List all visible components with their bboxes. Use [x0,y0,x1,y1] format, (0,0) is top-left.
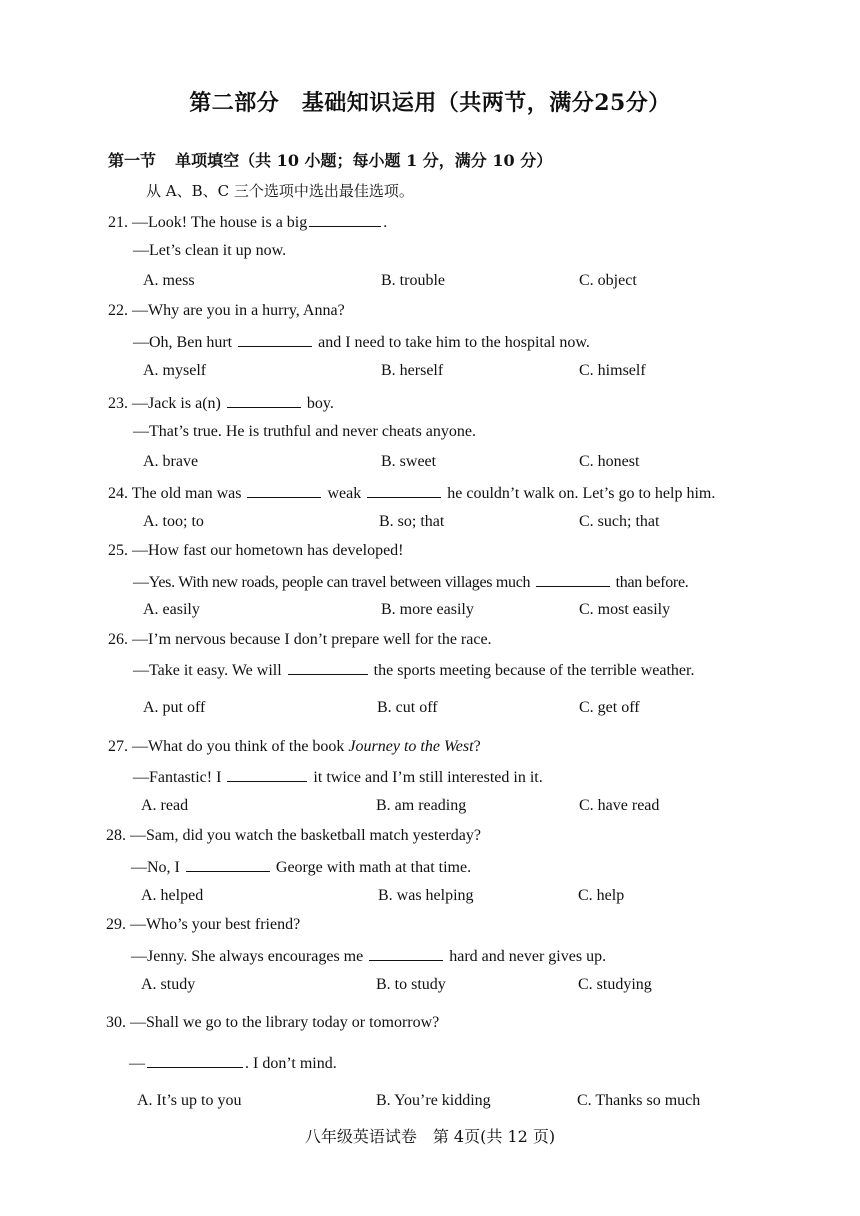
question-number: 21. [108,214,128,231]
question-26-line-2: —Take it easy. We will the sports meeting because of the terrible weather. [133,662,695,679]
question-number: 30. [106,1014,126,1031]
answer-blank [227,393,301,408]
answer-blank [238,332,312,347]
option-b: B. trouble [381,272,445,289]
question-number: 29. [106,916,126,933]
question-29-line-2: —Jenny. She always encourages me hard and never gives up. [131,948,607,965]
option-c: C. object [579,272,637,289]
answer-blank [309,212,381,227]
book-title: Journey to the West [348,738,474,755]
option-a: A. It’s up to you [137,1092,242,1109]
option-c: C. help [578,887,625,904]
option-a: A. study [141,976,196,993]
question-27-line-2: —Fantastic! I it twice and I’m still interested in it. [133,769,543,786]
question-21-line-1: 21. —Look! The house is a big . [108,214,388,231]
question-21-line-2: —Let’s clean it up now. [133,242,287,259]
option-b: B. am reading [376,797,467,814]
option-a: A. too; to [143,513,204,530]
section-instruction: 从 A、B、C 三个选项中选出最佳选项。 [146,182,414,200]
section-description: 单项填空（共 10 小题；每小题 1 分，满分 10 分） [175,151,553,170]
option-b: B. more easily [381,601,474,618]
question-28-line-2: —No, I George with math at that time. [131,859,472,876]
answer-blank [536,572,610,587]
question-number: 23. [108,395,128,412]
option-b: B. cut off [377,699,438,716]
option-b: B. was helping [378,887,474,904]
answer-blank [247,483,321,498]
option-c: C. Thanks so much [577,1092,701,1109]
answer-blank [227,767,307,782]
option-a: A. myself [143,362,207,379]
option-a: A. read [141,797,189,814]
option-a: A. put off [143,699,206,716]
option-b: B. so; that [379,513,445,530]
option-b: B. sweet [381,453,437,470]
question-number: 28. [106,827,126,844]
option-b: B. to study [376,976,446,993]
page-title: 第二部分 基础知识运用（共两节，满分25分） [189,90,671,116]
question-24-line-1: 24. The old man was weak he couldn’t walk on. Let’s go to help him. [108,485,716,502]
option-b: B. herself [381,362,444,379]
answer-blank [367,483,441,498]
answer-blank [147,1053,243,1068]
question-25-line-1: 25. —How fast our hometown has developed! [108,542,404,559]
question-28-line-1: 28. —Sam, did you watch the basketball match yesterday? [106,827,482,844]
question-number: 24. [108,485,128,502]
option-a: A. helped [141,887,204,904]
question-25-line-2: —Yes. With new roads, people can travel between villages much than before. [133,574,689,591]
option-a: A. easily [143,601,200,618]
question-30-line-2: — . I don’t mind. [129,1055,337,1072]
section-header [108,148,552,171]
answer-blank [186,857,270,872]
option-c: C. studying [578,976,652,993]
option-c: C. most easily [579,601,671,618]
question-26-line-1: 26. —I’m nervous because I don’t prepare well for the race. [108,631,492,648]
option-a: A. mess [143,272,195,289]
question-number: 26. [108,631,128,648]
option-c: C. himself [579,362,646,379]
answer-blank [369,946,443,961]
question-29-line-1: 29. —Who’s your best friend? [106,916,301,933]
option-c: C. such; that [579,513,660,530]
question-number: 27. [108,738,128,755]
question-number: 25. [108,542,128,559]
answer-blank [288,660,368,675]
question-23-line-2: —That’s true. He is truthful and never cheats anyone. [133,423,476,440]
question-30-line-1: 30. —Shall we go to the library today or tomorrow? [106,1014,440,1031]
question-22-line-2: —Oh, Ben hurt and I need to take him to the hospital now. [133,334,590,351]
question-27-line-1: 27. —What do you think of the book Journey to the West? [108,738,481,755]
option-c: C. get off [579,699,640,716]
question-number: 22. [108,302,128,319]
option-b: B. You’re kidding [376,1092,491,1109]
page-footer: 八年级英语试卷 第 4页(共 12 页) [304,1127,556,1146]
question-22-line-1: 22. —Why are you in a hurry, Anna? [108,302,345,319]
option-a: A. brave [143,453,199,470]
option-c: C. honest [579,453,640,470]
section-name: 第一节 [108,151,157,170]
option-c: C. have read [579,797,660,814]
question-23-line-1: 23. —Jack is a(n) boy. [108,395,334,412]
